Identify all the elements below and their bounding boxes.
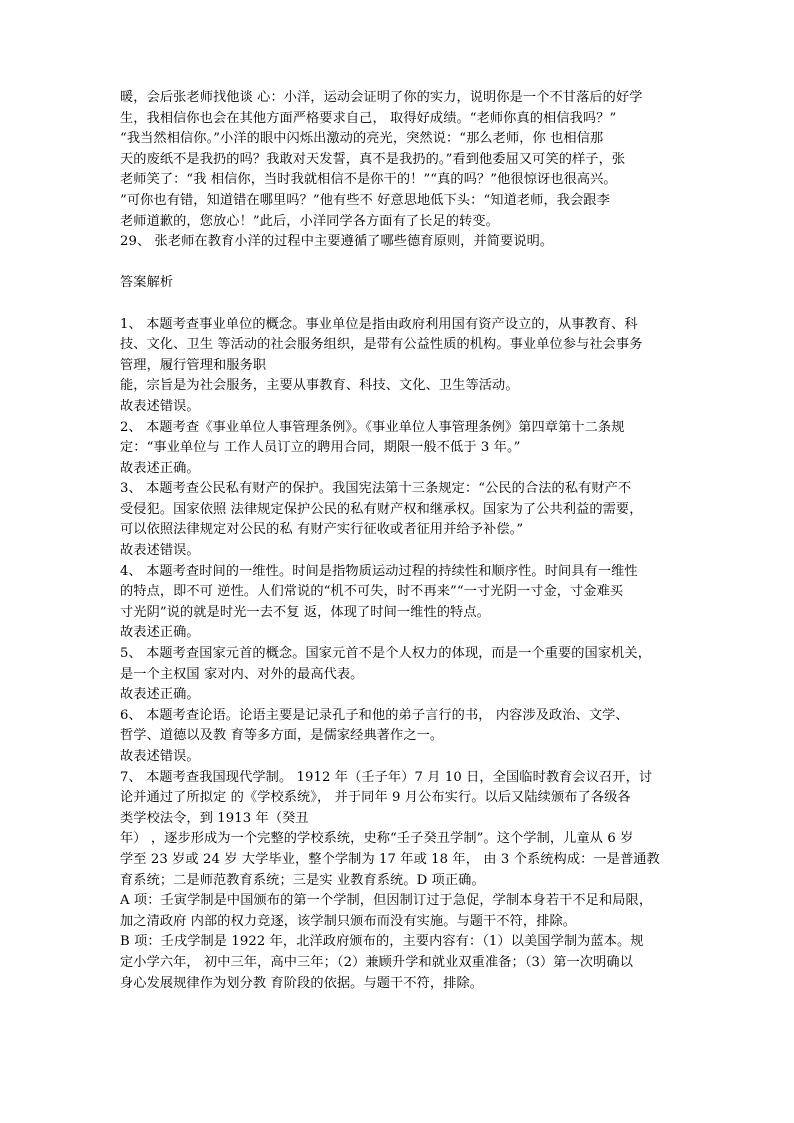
answer-line: 学至 23 岁或 24 岁 大学毕业，整个学制为 17 年或 18 年， 由 3 个系统构成：一是普通教 bbox=[120, 851, 660, 867]
story-paragraph bbox=[120, 88, 684, 232]
answer-line: 身心发展规律作为划分教 育阶段的依据。与题干不符，排除。 bbox=[120, 975, 484, 991]
story-line: 生，我相信你也会在其他方面严格要求自己， 取得好成绩。“老师你真的相信我吗？” bbox=[120, 110, 617, 126]
answer-line: 类学校法令，到 1913 年（癸丑 bbox=[120, 810, 309, 826]
answer-line: 管理，履行管理和服务职 bbox=[120, 357, 267, 373]
answer-line: 能，宗旨是为社会服务，主要从事教育、科技、文化、卫生等活动。 bbox=[120, 378, 519, 394]
answer-heading: 答案解析 bbox=[120, 275, 174, 291]
answer-line: 受侵犯。国家依照 法律规定保护公民的私有财产权和继承权。国家为了公共利益的需要， bbox=[120, 501, 643, 517]
answer-line: 5、 本题考查国家元首的概念。国家元首不是个人权力的体现，而是一个重要的国家机关， bbox=[120, 646, 651, 662]
answer-6 bbox=[120, 706, 684, 768]
answer-line: 定小学六年， 初中三年，高中三年；（2）兼顾升学和就业双重准备；（3）第一次明确以 bbox=[120, 954, 633, 970]
answer-7 bbox=[120, 768, 684, 995]
story-line: “我当然相信你。”小洋的眼中闪烁出激动的亮光，突然说：“那么老师，你 也相信那 bbox=[120, 131, 604, 147]
answer-2 bbox=[120, 418, 684, 480]
story-line: 老师道歉的，您放心！”此后，小洋同学各方面有了长足的转变。 bbox=[120, 213, 499, 229]
answer-3 bbox=[120, 479, 684, 561]
answer-line: 2、 本题考查《事业单位人事管理条例》。《事业单位人事管理条例》第四章第十二条规 bbox=[120, 419, 625, 435]
answer-line: 年） ，逐步形成为一个完整的学校系统，史称“壬子癸丑学制”。这个学制，儿童从 6 岁 bbox=[120, 831, 634, 847]
story-line: 老师笑了：“我 相信你，当时我就相信不是你干的！”“真的吗？”他很惊讶也很高兴。 bbox=[120, 172, 617, 188]
answer-line: 故表述错误。 bbox=[120, 543, 200, 559]
story-line: 暖，会后张老师找他谈 心：小洋，运动会证明了你的实力，说明你是一个不甘落后的好学 bbox=[120, 90, 643, 105]
answer-line: 故表述正确。 bbox=[120, 460, 200, 476]
answer-line: 故表述错误。 bbox=[120, 398, 200, 414]
answer-line: 定：“事业单位与 工作人员订立的聘用合同，期限一般不低于 3 年。” bbox=[120, 440, 521, 456]
answer-line: 的特点，即不可 逆性。人们常说的“机不可失，时不再来”“一寸光阴一寸金，寸金难买 bbox=[120, 584, 624, 600]
answer-1 bbox=[120, 315, 684, 418]
answer-line: 可以依照法律规定对公民的私 有财产实行征收或者征用并给予补偿。” bbox=[120, 522, 524, 538]
answer-line: 4、 本题考查时间的一维性。时间是指物质运动过程的持续性和顺序性。时间具有一维性 bbox=[120, 563, 638, 579]
answer-line: 加之清政府 内部的权力竞逐，该学制只颁布而没有实施。与题干不符，排除。 bbox=[120, 913, 577, 929]
answer-line: 论并通过了所拟定 的《学校系统》， 并于同年 9 月公布实行。以后又陆续颁布了各级各 bbox=[120, 790, 631, 806]
answer-line: 故表述正确。 bbox=[120, 625, 200, 641]
story-line: 天的废纸不是我扔的吗？我敢对天发誓，真不是我扔的。”看到他委屈又可笑的样子，张 bbox=[120, 151, 626, 167]
answer-line: 哲学、道德以及教 育等多方面，是儒家经典著作之一。 bbox=[120, 728, 444, 744]
answer-line: 寸光阴”说的就是时光一去不复 返，体现了时间一维性的特点。 bbox=[120, 604, 490, 620]
answer-line: 育系统；二是师范教育系统；三是实 业教育系统。D 项正确。 bbox=[120, 872, 485, 888]
answer-line: 故表述正确。 bbox=[120, 687, 200, 703]
answer-4 bbox=[120, 562, 684, 644]
answer-line: 故表述错误。 bbox=[120, 749, 200, 764]
question-29: 29、 张老师在教育小洋的过程中主要遵循了哪些德育原则，并简要说明。 bbox=[120, 234, 554, 250]
answer-5 bbox=[120, 644, 684, 706]
answer-line: 技、文化、卫生 等活动的社会服务组织，是带有公益性质的机构。事业单位参与社会事务 bbox=[120, 337, 643, 353]
answer-line: 1、 本题考查事业单位的概念。事业单位是指由政府利用国有资产设立的，从事教育、科 bbox=[120, 316, 638, 332]
story-line: ”可你也有错，知道错在哪里吗？”他有些不 好意思地低下头：“知道老师，我会跟李 bbox=[120, 192, 610, 208]
answer-line: B 项：壬戌学制是 1922 年，北洋政府颁布的，主要内容有：（1）以美国学制为蓝本。规 bbox=[120, 934, 644, 950]
answer-line: 6、 本题考查论语。论语主要是记录孔子和他的弟子言行的书， 内容涉及政治、文学、 bbox=[120, 707, 629, 723]
answer-line: 7、 本题考查我国现代学制。 1912 年（壬子年）7 月 10 日，全国临时教育会议召开，讨 bbox=[120, 769, 653, 785]
answer-line: 是一个主权国 家对内、对外的最高代表。 bbox=[120, 666, 364, 682]
answer-line: 3、 本题考查公民私有财产的保护。我国宪法第十三条规定：“公民的合法的私有财产不 bbox=[120, 481, 632, 497]
answer-line: A 项：壬寅学制是中国颁布的第一个学制，但因制订过于急促，学制本身若干不足和局限， bbox=[120, 893, 653, 909]
